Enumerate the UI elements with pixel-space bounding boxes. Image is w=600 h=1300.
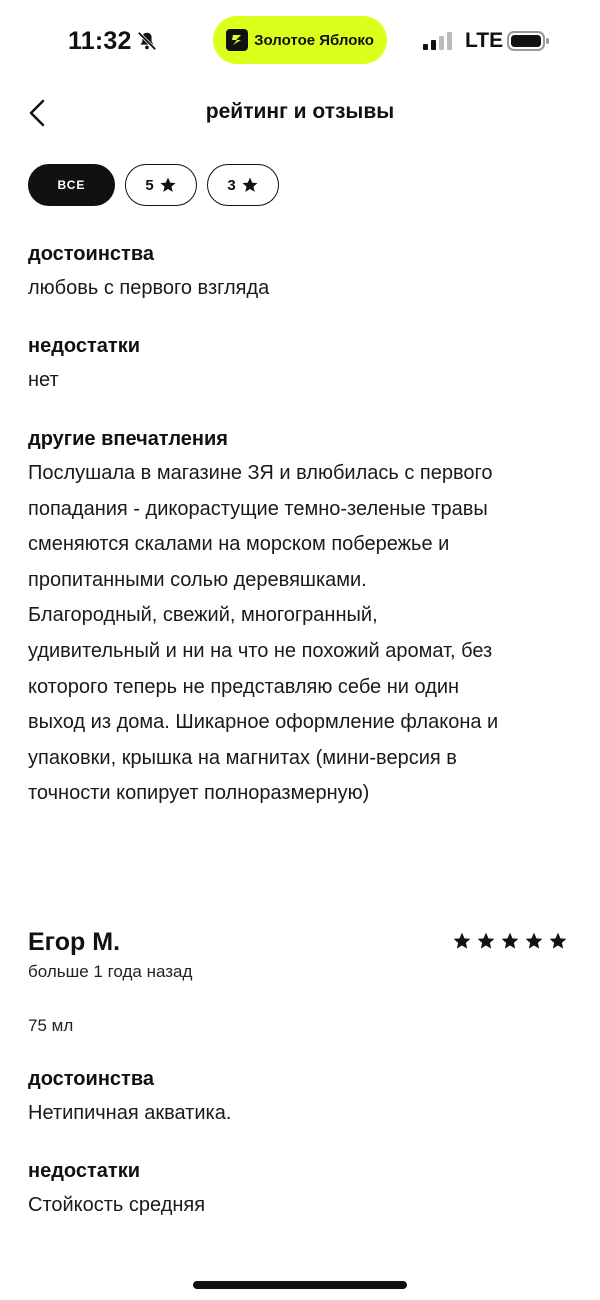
- app-pill[interactable]: [213, 16, 387, 64]
- star-icon: [524, 931, 544, 951]
- text-line: удивительный и ни на что не похожий аромат, без: [28, 639, 493, 662]
- filter-3-label: 3: [227, 176, 236, 194]
- review1-cons-text: нет: [28, 369, 59, 391]
- review2-pros-section: [28, 1066, 578, 1132]
- review2-cons-label: недостатки: [28, 1160, 140, 1182]
- text-line: Послушала в магазине ЗЯ и влюбилась с первого: [28, 462, 493, 484]
- review2-cons-text: Стойкость средняя: [28, 1194, 206, 1216]
- filter-all-label: ВСЕ: [57, 178, 86, 192]
- signal-icon: [423, 32, 455, 50]
- review1-cons-label: недостатки: [28, 335, 140, 357]
- text-line: которого теперь не представляю себе ни один: [28, 675, 460, 698]
- text-line: попадания - дикорастущие темно-зеленые травы: [28, 497, 488, 520]
- page-title: рейтинг и отзывы: [205, 100, 395, 123]
- review2-date: больше 1 года назад: [28, 962, 193, 981]
- filter-all-button[interactable]: [28, 164, 115, 206]
- network-label: LTE: [465, 29, 504, 52]
- battery-icon: [507, 30, 551, 52]
- review1-other-section: [28, 426, 578, 812]
- text-line: упаковки, крышка на магнитах (мини-версия в: [28, 746, 457, 769]
- filter-3-stars-button[interactable]: [207, 164, 279, 206]
- text-line: точности копирует полноразмерную): [28, 782, 370, 805]
- review2-pros-label: достоинства: [28, 1068, 154, 1090]
- filter-5-label: 5: [145, 176, 154, 194]
- nav-header: [0, 84, 600, 144]
- text-line: выход из дома. Шикарное оформление флакона и: [28, 711, 499, 734]
- review1-other-text: [28, 456, 588, 812]
- text-line: сменяются скалами на морском побережье и: [28, 533, 450, 556]
- star-icon: [500, 931, 520, 951]
- app-pill-label: Золотое Яблоко: [254, 31, 374, 49]
- review2-volume: 75 мл: [28, 1016, 74, 1035]
- review1-cons-section: [28, 333, 578, 399]
- text-line: пропитанными солью деревяшками.: [28, 568, 367, 591]
- filter-5-stars-button[interactable]: [125, 164, 197, 206]
- star-icon: [452, 931, 472, 951]
- review1-pros-label: достоинства: [28, 243, 154, 265]
- bell-muted-icon: [136, 30, 158, 52]
- golden-apple-logo-icon: [226, 29, 248, 51]
- status-bar: [0, 0, 600, 84]
- status-time: 11:32: [68, 27, 132, 55]
- review1-pros-section: [28, 241, 578, 307]
- home-indicator[interactable]: [193, 1281, 407, 1289]
- star-icon: [241, 176, 259, 194]
- text-line: Благородный, свежий, многогранный,: [28, 604, 378, 627]
- rating-filters: [28, 164, 279, 206]
- star-icon: [548, 931, 568, 951]
- review1-other-label: другие впечатления: [28, 428, 228, 450]
- review2-pros-text: Нетипичная акватика.: [28, 1102, 232, 1124]
- star-icon: [159, 176, 177, 194]
- review2-author: Егор М.: [28, 928, 121, 956]
- review1-pros-text: любовь с первого взгляда: [28, 277, 270, 299]
- review2-rating-stars: [452, 931, 568, 951]
- review2-cons-section: [28, 1158, 578, 1224]
- star-icon: [476, 931, 496, 951]
